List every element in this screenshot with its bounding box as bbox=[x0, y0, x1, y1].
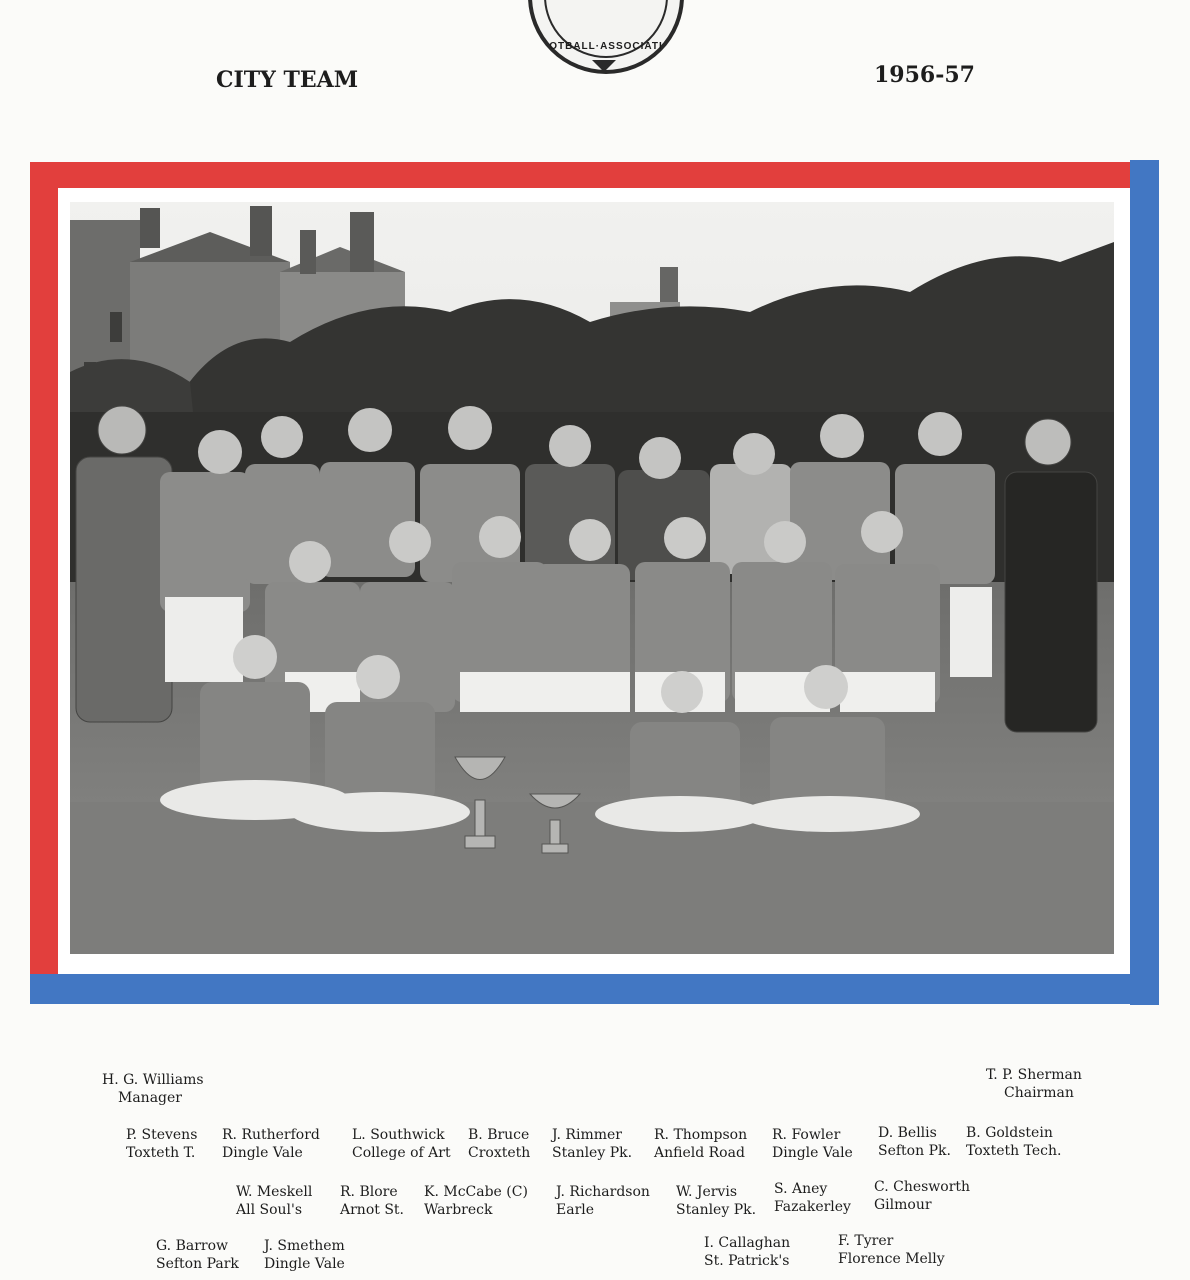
player-club: Dingle Vale bbox=[772, 1145, 853, 1161]
season-label: 1956-57 bbox=[874, 62, 975, 88]
player-name: B. Goldstein bbox=[966, 1125, 1053, 1141]
caption-middle-row-1 bbox=[236, 1183, 312, 1219]
frame-red-left bbox=[30, 162, 58, 1002]
emblem-text: OTBALL·ASSOCIATI bbox=[549, 41, 663, 52]
player-name: J. Rimmer bbox=[552, 1127, 622, 1143]
player-club: Earle bbox=[556, 1202, 595, 1218]
player-club: Dingle Vale bbox=[264, 1256, 345, 1272]
player-club: Toxteth T. bbox=[126, 1145, 196, 1161]
player-club: Sefton Pk. bbox=[878, 1143, 951, 1159]
player-club: Croxteth bbox=[468, 1145, 531, 1161]
player-name: G. Barrow bbox=[156, 1238, 229, 1254]
caption-back-row-8 bbox=[878, 1124, 951, 1160]
frame-blue-right bbox=[1130, 160, 1159, 1005]
caption-back-row-3 bbox=[352, 1126, 451, 1162]
caption-back-row-1 bbox=[126, 1126, 197, 1162]
caption-middle-row-3 bbox=[424, 1183, 528, 1219]
player-name: W. Meskell bbox=[236, 1184, 313, 1200]
player-name: D. Bellis bbox=[878, 1125, 937, 1141]
frame-blue-bottom bbox=[30, 974, 1158, 1004]
emblem-point bbox=[592, 60, 616, 72]
player-name: K. McCabe (C) bbox=[424, 1184, 528, 1200]
player-club: Gilmour bbox=[874, 1197, 932, 1213]
player-name: R. Thompson bbox=[654, 1127, 748, 1143]
player-club: Warbreck bbox=[424, 1202, 493, 1218]
caption-middle-row-2 bbox=[340, 1183, 404, 1219]
caption-middle-row-6 bbox=[774, 1180, 851, 1216]
caption-chairman bbox=[986, 1066, 1082, 1102]
player-name: S. Aney bbox=[774, 1181, 828, 1197]
caption-back-row-7 bbox=[772, 1126, 853, 1162]
caption-manager bbox=[102, 1071, 204, 1107]
player-name: I. Callaghan bbox=[704, 1235, 791, 1251]
caption-middle-row-4 bbox=[556, 1183, 650, 1219]
player-name: B. Bruce bbox=[468, 1127, 530, 1143]
team-photograph bbox=[70, 202, 1114, 954]
player-club: Dingle Vale bbox=[222, 1145, 303, 1161]
caption-front-row-3 bbox=[704, 1234, 790, 1270]
caption-middle-row-7 bbox=[874, 1178, 970, 1214]
player-club: All Soul's bbox=[236, 1202, 303, 1218]
caption-front-row-1 bbox=[156, 1237, 239, 1273]
player-club: Arnot St. bbox=[340, 1202, 404, 1218]
player-name: P. Stevens bbox=[126, 1127, 198, 1143]
caption-back-row-4 bbox=[468, 1126, 530, 1162]
player-club: Fazakerley bbox=[774, 1199, 851, 1215]
caption-back-row-9 bbox=[966, 1124, 1061, 1160]
player-club: Stanley Pk. bbox=[676, 1202, 757, 1218]
official-role: Chairman bbox=[1004, 1085, 1074, 1101]
player-name: W. Jervis bbox=[676, 1184, 738, 1200]
player-name: J. Richardson bbox=[556, 1184, 650, 1200]
player-name: J. Smethem bbox=[264, 1238, 345, 1254]
player-club: College of Art bbox=[352, 1145, 451, 1161]
player-name: C. Chesworth bbox=[874, 1179, 971, 1195]
player-name: F. Tyrer bbox=[838, 1233, 894, 1249]
player-club: Florence Melly bbox=[838, 1251, 945, 1267]
official-name: H. G. Williams bbox=[102, 1072, 204, 1088]
player-club: St. Patrick's bbox=[704, 1253, 790, 1269]
player-club: Sefton Park bbox=[156, 1256, 239, 1272]
player-club: Toxteth Tech. bbox=[966, 1143, 1062, 1159]
caption-front-row-4 bbox=[838, 1232, 945, 1268]
official-role: Manager bbox=[118, 1090, 182, 1106]
frame-red-top bbox=[30, 162, 1130, 188]
player-name: L. Southwick bbox=[352, 1127, 445, 1143]
team-title: CITY TEAM bbox=[216, 67, 359, 93]
caption-back-row-5 bbox=[552, 1126, 632, 1162]
player-name: R. Fowler bbox=[772, 1127, 841, 1143]
caption-back-row-2 bbox=[222, 1126, 320, 1162]
player-name: R. Rutherford bbox=[222, 1127, 320, 1143]
player-club: Anfield Road bbox=[654, 1145, 745, 1161]
player-club: Stanley Pk. bbox=[552, 1145, 633, 1161]
caption-back-row-6 bbox=[654, 1126, 747, 1162]
caption-middle-row-5 bbox=[676, 1183, 756, 1219]
player-name: R. Blore bbox=[340, 1184, 398, 1200]
official-name: T. P. Sherman bbox=[986, 1067, 1082, 1083]
caption-front-row-2 bbox=[264, 1237, 345, 1273]
